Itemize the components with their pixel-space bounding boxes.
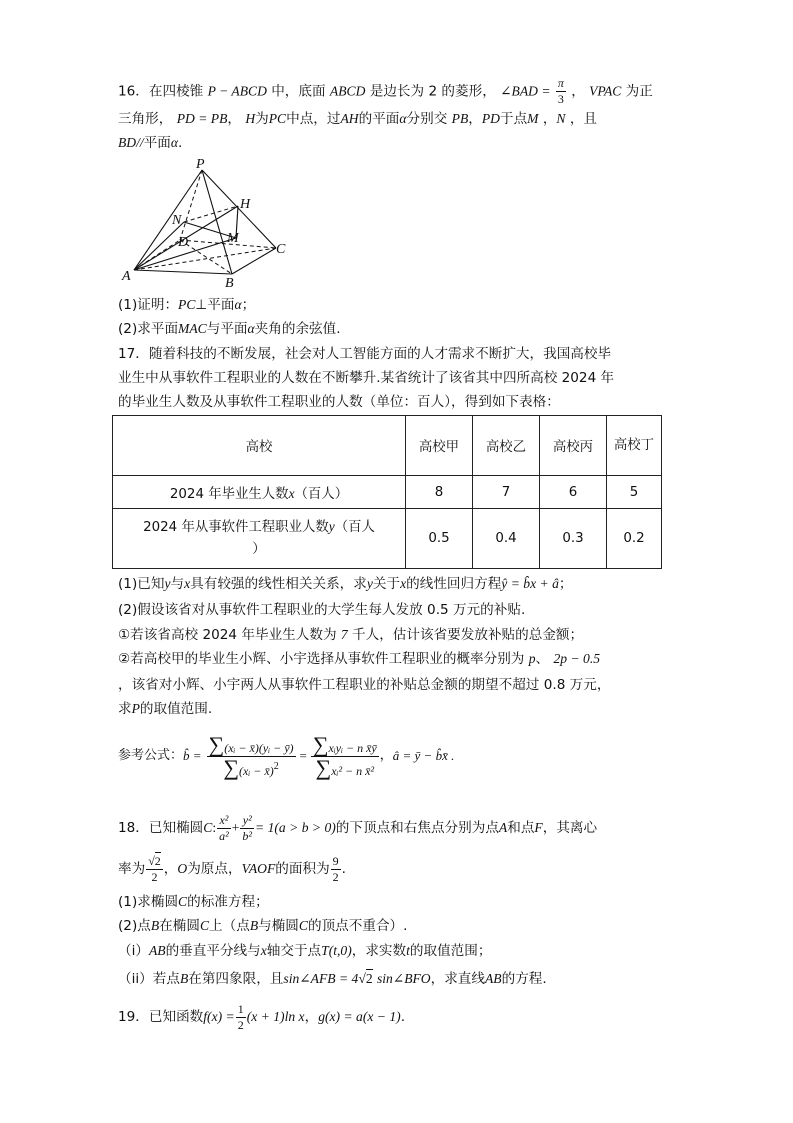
- formula-frac-1: $\frac{\text{∑(xᵢ − x̄)(yᵢ − ȳ)}}{\sum(xᵢ - x̄)^2}$: [208, 731, 294, 780]
- header-cell: 高校乙: [473, 416, 540, 476]
- sqrt2-over-2: $\frac{√2}{2}$: [148, 853, 161, 884]
- row-label: 2024 年从事软件工程职业人数y（百人 ）: [113, 509, 406, 569]
- table-cell: 0.2: [607, 509, 662, 569]
- q16-part1: (1)证明：PC⊥平面α；: [118, 297, 256, 313]
- q17-part1: (1)已知y与x具有较强的线性相关关系，求y关于x的线性回归方程ŷ = b̂x + â；: [118, 576, 573, 592]
- q16-part2: (2)求平面MAC与平面α夹角的余弦值.: [118, 321, 341, 337]
- q18-part2: (2)点B在椭圆C上（点B与椭圆C的顶点不重合）.: [118, 918, 408, 934]
- label-h: H: [240, 197, 251, 212]
- label-a: A: [122, 269, 131, 284]
- pi-over-3: $\frac{\pi}{3}$: [557, 76, 564, 106]
- q17-sub4: 求P的取值范围.: [118, 701, 213, 717]
- label-b: B: [225, 276, 234, 291]
- reference-formula: 参考公式： b̂ = $\frac{\text{∑(xᵢ − x̄)(yᵢ − ȳ)}}{\sum(xᵢ - x̄)^2}$ = $\frac{\text{∑xᵢyᵢ − n x̄ȳ}}{\text{∑xᵢ² − n x̄²}}$ ， â = ȳ − b̂x̄ .: [118, 731, 455, 780]
- nine-over-two: $\frac{9}{2}$: [332, 853, 339, 884]
- q17-sub3: ，该省对小辉、小宇两人从事软件工程职业的补贴总金额的期望不超过 0.8 万元，: [118, 677, 611, 693]
- q17-line1: 17．随着科技的不断发展，社会对人工智能方面的人才需求不断扩大，我国高校毕: [118, 346, 612, 362]
- table-cell: 0.4: [473, 509, 540, 569]
- header-cell: 高校: [113, 416, 406, 476]
- q18-sub1: （i）AB的垂直平分线与x轴交于点T(t,0)，求实数t的取值范围；: [118, 943, 492, 959]
- label-p: P: [196, 157, 205, 172]
- row-label: 2024 年毕业生人数x（百人）: [113, 476, 406, 509]
- y2-over-b2: $\frac{\text{y²}}{\text{b²}}$: [242, 812, 253, 843]
- label-n: N: [172, 213, 182, 228]
- table-header-row: [113, 416, 662, 476]
- q17-line3: 的毕业生人数及从事软件工程职业的人数（单位：百人），得到如下表格：: [118, 394, 560, 410]
- table-cell: 8: [406, 476, 473, 509]
- q17-sub1: ①若该省高校 2024 年毕业生人数为 7 千人，估计该省要发放补贴的总金额；: [118, 627, 584, 643]
- table-row: [113, 509, 662, 569]
- header-cell: 高校甲: [406, 416, 473, 476]
- edge-ac-hidden: [134, 248, 276, 270]
- table-cell: 5: [607, 476, 662, 509]
- q18-line1: 18．已知椭圆 C : $\frac{\text{x²}}{\text{a²}}$ + $\frac{\text{y²}}{\text{b²}}$ = 1(a > b > 0) 的下顶点和右焦点分别为点 A 和点 F ，其离心: [118, 812, 598, 843]
- edge-ad-hidden: [134, 240, 180, 270]
- header-cell: 高校丁: [607, 416, 662, 476]
- q17-sub2: ②若高校甲的毕业生小辉、小宇选择从事软件工程职业的概率分别为 p、 2p − 0.5: [118, 651, 601, 667]
- table-cell: 0.5: [406, 509, 473, 569]
- label-d: D: [178, 235, 189, 250]
- formula-frac-2: $\frac{\text{∑xᵢyᵢ − n x̄ȳ}}{\text{∑xᵢ² − n x̄²}}$: [312, 731, 377, 780]
- header-cell: 高校丙: [540, 416, 607, 476]
- q19-line1: 19．已知函数 f(x) = $\frac{1}{2}$ (x + 1)ln x ， g(x) = a(x − 1) .: [118, 1001, 406, 1032]
- q18-sub2: （ii）若点B在第四象限，且sin∠AFB = 4√2 sin∠BFO，求直线AB的方程.: [118, 971, 547, 987]
- table-row: [113, 476, 662, 509]
- label-m: M: [227, 231, 239, 246]
- edge-pd-hidden: [180, 170, 202, 240]
- q18-part1: (1)求椭圆C的标准方程；: [118, 894, 269, 910]
- q16-line3: BD//平面α.: [118, 135, 183, 151]
- q16-line1: 16．在四棱锥 P − ABCD 中，底面 ABCD 是边长为 2 的菱形， ∠BAD = $\frac{\pi}{3}$ ， VPAC 为正: [118, 76, 653, 106]
- q18-line2: 率为 $\frac{√2}{2}$ ， O 为原点， VAOF 的面积为 $\frac{9}{2}$ .: [118, 853, 346, 884]
- one-half: $\frac{1}{2}$: [237, 1001, 244, 1032]
- table-cell: 7: [473, 476, 540, 509]
- data-table: [112, 415, 662, 569]
- q17-part2: (2)假设该省对从事软件工程职业的大学生每人发放 0.5 万元的补贴.: [118, 602, 526, 618]
- table-cell: 6: [540, 476, 607, 509]
- q16-line2: 三角形， PD = PB， H为PC中点，过AH的平面α分别交 PB，PD于点M ，N ，且: [118, 111, 598, 127]
- x2-over-a2: $\frac{\text{x²}}{\text{a²}}$: [219, 812, 229, 843]
- edge-ab: [134, 270, 232, 274]
- line-nh-hidden: [184, 206, 238, 222]
- label-c: C: [276, 242, 286, 257]
- line-an: [134, 222, 184, 270]
- q17-line2: 业生中从事软件工程职业的人数在不断攀升.某省统计了该省其中四所高校 2024 年: [118, 370, 615, 386]
- table-cell: 0.3: [540, 509, 607, 569]
- pyramid-figure: [118, 156, 298, 291]
